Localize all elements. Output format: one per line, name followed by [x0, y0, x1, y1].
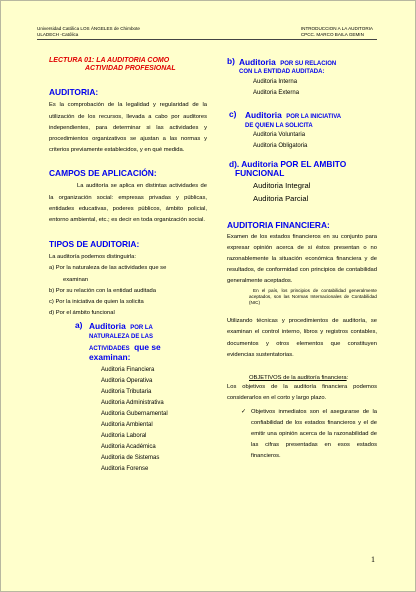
- campos-text: La auditoría se aplica en distintas actividades de la organización social: empresas privadas y públicas, entidades educativas, poderes públicos, ámbito policial, entorno ambiental, etc.; es decir en toda organización social.: [49, 183, 207, 224]
- iniciativa-heading-sm: POR LA INICIATIVA: [286, 114, 342, 121]
- tipos-intro: La auditoría podemos distinguirla:: [49, 254, 137, 261]
- ambito-heading-line2: FUNCIONAL: [235, 168, 285, 179]
- lectura-title-line1: LA AUDITORIA COMO: [96, 57, 170, 64]
- tecnicas-text: Utilizando técnicas y procedimientos de auditoría, se examinan el control interno, libros y registros contables, documentos y otros elementos que constituyen evidencias sustentatorias.: [227, 318, 377, 358]
- naturaleza-item: Auditoria Laboral: [101, 432, 147, 439]
- relacion-heading-line2: CON LA ENTIDAD AUDITADA:: [239, 69, 325, 76]
- ambito-item: Auditoria Parcial: [253, 193, 309, 203]
- header-right: [301, 26, 373, 37]
- naturaleza-item: Auditoria Gubernamental: [101, 410, 168, 417]
- naturaleza-heading-big: Auditoria: [89, 321, 126, 332]
- relacion-letter: b): [227, 56, 235, 66]
- iniciativa-heading-big: Auditoria: [245, 110, 282, 121]
- iniciativa-item: Auditoria Voluntaria: [253, 131, 306, 138]
- objetivos-heading: OBJETIVOS de la auditoría financiera: [249, 375, 347, 382]
- naturaleza-heading: [49, 321, 207, 361]
- iniciativa-heading: [227, 110, 377, 129]
- tipos-item-b: b) Por su relación con la entidad auditada: [49, 287, 156, 294]
- header-uladech: ULADECH -Católica: [37, 31, 79, 37]
- naturaleza-item: Auditoria Operativa: [101, 377, 153, 384]
- tipos-item-d: d) Por el ámbito funcional: [49, 310, 115, 317]
- naturaleza-item: Auditoria Financiera: [101, 366, 155, 373]
- header-rule: [37, 39, 377, 40]
- tipos-item-c: c) Por la iniciativa de quien la solicita: [49, 299, 144, 306]
- objetivos-colon: :: [346, 375, 349, 382]
- objetivos-text: Los objetivos de la auditoría financiera podemos considerarlos en el corto y largo plazo.: [227, 384, 377, 402]
- ambito-item: Auditoria Integral: [253, 180, 311, 190]
- naturaleza-list: [49, 365, 207, 475]
- financiera-definition: Examen de los estados financieros en su conjunto para expresar opinión acerca de si éstos presentan o no razonablemente la situación económica financiera y de resultados, de conformidad con principios de contabilidad generalmente aceptados.: [227, 233, 377, 285]
- ambito-heading: [227, 160, 377, 179]
- auditoria-definition: Es la comprobación de la legalidad y regularidad de la utilización de los recursos, llevada a cabo por auditores independientes, para determinar si las actividades y procedimientos organizativos se ajustan a las normas y criterios previamente establecidos, y en qué medida.: [49, 102, 207, 154]
- iniciativa-item: Auditoria Obligatoria: [253, 142, 308, 149]
- lectura-prefix: LECTURA 01:: [49, 57, 95, 64]
- naturaleza-heading-line2: NATURALEZA DE LAS: [89, 334, 153, 341]
- naturaleza-heading-line3-sm: ACTIVIDADES: [89, 345, 130, 352]
- header-left: [37, 26, 140, 37]
- naturaleza-item: Auditoria Académica: [101, 443, 156, 450]
- iniciativa-heading-line2: DE QUIEN LA SOLICITA: [245, 122, 313, 129]
- naturaleza-letter: a): [75, 320, 83, 331]
- lectura-title-line2: ACTIVIDAD PROFESIONAL: [85, 65, 176, 73]
- naturaleza-item: Auditoria Forense: [101, 465, 149, 472]
- relacion-heading-sm: POR SU RELACION: [280, 61, 337, 67]
- auditoria-heading: AUDITORIA:: [49, 87, 99, 98]
- naturaleza-heading-line3-big: que se: [134, 341, 161, 352]
- page-number: 1: [371, 555, 375, 564]
- objetivos-bullet: [227, 407, 377, 463]
- naturaleza-item: Auditoria de Sistemas: [101, 454, 160, 461]
- relacion-heading: [227, 57, 377, 76]
- nic-note: En el país, los principios de contabilidad generalmente aceptados, son las Normas Internacionales de Contabilidad (NIC): [249, 287, 377, 306]
- financiera-heading: AUDITORIA FINANCIERA:: [227, 219, 330, 230]
- tipos-list: [49, 252, 207, 319]
- objetivos-bullet-text: Objetivos inmediatos son el asegurarse de la confiabilidad de los estados financieros y el de emitir una opinión acerca de la razonabilidad de las cifras presentadas en esos estados financieros.: [251, 408, 377, 460]
- header-author: CPCC. MARCO BAILA GEMIN: [300, 31, 364, 37]
- relacion-item: Auditoria Interna: [253, 79, 298, 86]
- lectura-title: [49, 57, 207, 73]
- iniciativa-letter: c): [229, 109, 237, 120]
- tipos-heading: TIPOS DE AUDITORIA:: [49, 239, 140, 250]
- relacion-list: [227, 77, 377, 99]
- tipos-item-a-cont: examinan: [63, 276, 89, 283]
- check-icon: ✓: [241, 408, 247, 415]
- campos-heading: CAMPOS DE APLICACIÓN:: [49, 168, 157, 179]
- naturaleza-heading-line4: examinan:: [89, 352, 131, 363]
- relacion-item: Auditoria Externa: [253, 90, 300, 97]
- naturaleza-item: Auditoria Administrativa: [101, 399, 164, 406]
- ambito-heading-line1: d). Auditoria POR EL AMBITO: [229, 158, 347, 169]
- right-column: [227, 57, 377, 463]
- header-course: INTRODUCCION A LA AUDITORIA: [300, 26, 373, 31]
- naturaleza-item: Auditoria Ambiental: [101, 421, 153, 428]
- relacion-heading-big: Auditoria: [239, 57, 276, 67]
- naturaleza-heading-sm: POR LA: [130, 325, 153, 332]
- naturaleza-item: Auditoria Tributaria: [101, 388, 152, 395]
- tipos-item-a: a) Por la naturaleza de las actividades que se: [49, 265, 167, 272]
- ambito-list: [227, 179, 377, 205]
- iniciativa-list: [227, 130, 377, 152]
- header-university: Universidad Católica LOS ÁNGELES de Chimbote: [37, 26, 140, 31]
- left-column: [49, 57, 207, 475]
